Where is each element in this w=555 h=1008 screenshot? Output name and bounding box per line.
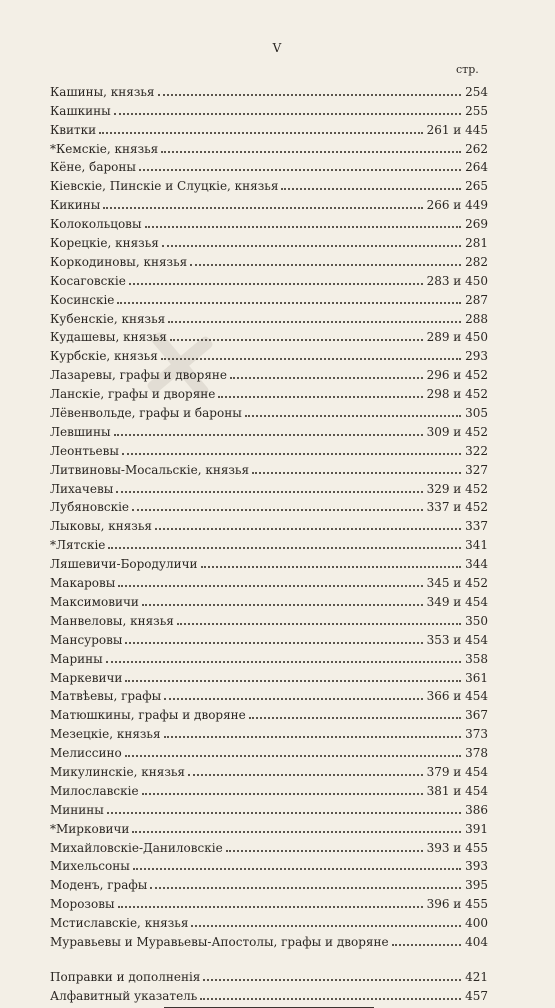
entry-title: Лыковы, князья (50, 519, 152, 534)
entry-pages: 421 (465, 969, 488, 984)
dot-leader (133, 868, 461, 870)
toc-entry (50, 552, 488, 571)
entry-title: Манвеловы, князья (50, 613, 174, 628)
entry-title: Марины (50, 651, 103, 666)
entry-title: Косинскіе (50, 292, 115, 307)
entry-pages: 287 (465, 292, 488, 307)
dot-leader (164, 736, 462, 738)
section-gap (50, 949, 488, 965)
dot-leader (168, 321, 461, 323)
entry-title: Кубенскіе, князья (50, 311, 166, 326)
dot-leader (201, 566, 462, 568)
toc-entry (50, 892, 488, 911)
toc-entry (50, 647, 488, 666)
entry-title: Левшины (50, 424, 111, 439)
dot-leader (170, 339, 423, 341)
toc-entry (50, 741, 488, 760)
entry-title: Лихачевы (50, 481, 114, 496)
toc-entry (50, 628, 488, 647)
toc-entry (50, 984, 488, 1003)
toc-entry (50, 344, 488, 363)
entry-pages: 353 и 454 (426, 632, 488, 647)
dot-leader (150, 887, 461, 889)
entry-title: Лёвенвольде, графы и бароны (50, 406, 242, 421)
entry-pages: 327 (465, 462, 488, 477)
entry-title: Курбскіе, князья (50, 349, 158, 364)
entry-title: Милославскіе (50, 783, 139, 798)
entry-pages: 393 (465, 859, 488, 874)
table-of-contents (50, 80, 488, 1008)
toc-entry (50, 212, 488, 231)
dot-leader (218, 396, 422, 398)
dot-leader (190, 264, 461, 266)
toc-entry (50, 250, 488, 269)
toc-entry (50, 231, 488, 250)
entry-title: Мезецкіе, князья (50, 727, 161, 742)
dot-leader (161, 151, 461, 153)
entry-title: Микулинскіе, князья (50, 764, 185, 779)
toc-entry (50, 703, 488, 722)
entry-title: Муравьевы и Муравьевы-Апостолы, графы и дворяне (50, 934, 389, 949)
dot-leader (116, 491, 422, 493)
entry-title: Ляшевичи-Бородуличи (50, 557, 198, 572)
entry-title: Лазаревы, графы и дворяне (50, 368, 227, 383)
entry-title: *Мирковичи (50, 821, 130, 836)
entry-title: Алфавитный указатель (50, 988, 198, 1003)
dot-leader (107, 812, 461, 814)
toc-entry (50, 855, 488, 874)
entry-title: Квитки (50, 122, 97, 137)
entry-title: Моденъ, графы (50, 878, 148, 893)
entry-pages: 269 (465, 217, 488, 232)
entry-pages: 344 (465, 557, 488, 572)
dot-leader (226, 850, 423, 852)
toc-entry (50, 269, 488, 288)
dot-leader (142, 604, 423, 606)
toc-entry (50, 817, 488, 836)
toc-entry (50, 193, 488, 212)
toc-entry (50, 99, 488, 118)
entry-pages: 289 и 450 (426, 330, 488, 345)
entry-title: Колокольцовы (50, 217, 142, 232)
dot-leader (132, 509, 423, 511)
entry-pages: 254 (465, 84, 488, 99)
entry-pages: 261 и 445 (426, 122, 488, 137)
toc-entry (50, 118, 488, 137)
entry-title: Кикины (50, 198, 101, 213)
entry-pages: 309 и 452 (426, 424, 488, 439)
toc-entry (50, 533, 488, 552)
entry-title: *Кемскіе, князья (50, 141, 159, 156)
dot-leader (118, 585, 422, 587)
toc-entry (50, 965, 488, 984)
entry-pages: 404 (465, 934, 488, 949)
dot-leader (125, 642, 422, 644)
toc-entry (50, 798, 488, 817)
entry-pages: 266 и 449 (426, 198, 488, 213)
entry-title: Ланскіе, графы и дворяне (50, 387, 216, 402)
entry-pages: 262 (465, 141, 488, 156)
dot-leader (200, 998, 461, 1000)
toc-entry (50, 571, 488, 590)
entry-pages: 337 (465, 519, 488, 534)
toc-entry (50, 836, 488, 855)
entry-pages: 341 (465, 538, 488, 553)
dot-leader (252, 472, 461, 474)
entry-title: Коркодиновы, князья (50, 254, 188, 269)
entry-pages: 395 (465, 878, 488, 893)
entry-pages: 386 (465, 802, 488, 817)
toc-entry (50, 401, 488, 420)
toc-entry (50, 873, 488, 892)
dot-leader (129, 283, 423, 285)
dot-leader (281, 188, 461, 190)
entry-pages: 345 и 452 (426, 576, 488, 591)
toc-entry (50, 685, 488, 704)
dot-leader (245, 415, 461, 417)
toc-entry (50, 439, 488, 458)
entry-title: Максимовичи (50, 594, 139, 609)
toc-entry (50, 420, 488, 439)
toc-appendix (50, 965, 488, 1003)
entry-pages: 322 (465, 443, 488, 458)
entry-pages: 305 (465, 406, 488, 421)
dot-leader (162, 245, 461, 247)
entry-pages: 293 (465, 349, 488, 364)
entry-title: Макаровы (50, 576, 116, 591)
entry-pages: 265 (465, 179, 488, 194)
toc-entry (50, 326, 488, 345)
entry-title: Кудашевы, князья (50, 330, 167, 345)
entry-title: Михельсоны (50, 859, 130, 874)
entry-pages: 288 (465, 311, 488, 326)
toc-entry (50, 80, 488, 99)
toc-entry (50, 760, 488, 779)
entry-pages: 281 (465, 236, 488, 251)
entry-pages: 298 и 452 (426, 387, 488, 402)
entry-pages: 361 (465, 670, 488, 685)
entry-pages: 329 и 452 (426, 481, 488, 496)
entry-pages: 457 (465, 988, 488, 1003)
entry-pages: 337 и 452 (426, 500, 488, 515)
dot-leader (103, 207, 422, 209)
toc-entry (50, 307, 488, 326)
dot-leader (106, 661, 461, 663)
toc-entry (50, 666, 488, 685)
entry-title: Михайловскіе-Даниловскіе (50, 840, 223, 855)
dot-leader (203, 979, 461, 981)
entry-pages: 350 (465, 613, 488, 628)
entry-title: Кашкины (50, 103, 111, 118)
entry-pages: 378 (465, 746, 488, 761)
entry-title: Мстиславскіе, князья (50, 916, 189, 931)
toc-entry (50, 722, 488, 741)
entry-title: Минины (50, 802, 104, 817)
entry-title: Кашины, князья (50, 84, 155, 99)
toc-entry (50, 382, 488, 401)
entry-pages: 367 (465, 708, 488, 723)
page-number: V (272, 41, 283, 55)
dot-leader (108, 547, 461, 549)
dot-leader (117, 302, 461, 304)
entry-title: Леонтьевы (50, 443, 119, 458)
entry-pages: 283 и 450 (426, 273, 488, 288)
toc-entry (50, 288, 488, 307)
dot-leader (161, 358, 461, 360)
entry-title: *Лятскіе (50, 538, 106, 553)
entry-title: Корецкіе, князья (50, 236, 159, 251)
entry-title: Лубяновскіе (50, 500, 130, 515)
toc-entry (50, 137, 488, 156)
entry-title: Мансуровы (50, 632, 123, 647)
dot-leader (188, 774, 423, 776)
dot-leader (249, 717, 461, 719)
dot-leader (118, 906, 423, 908)
entry-pages: 282 (465, 254, 488, 269)
entry-pages: 264 (465, 160, 488, 175)
entry-title: Мелиссино (50, 746, 122, 761)
dot-leader (230, 377, 423, 379)
toc-entry (50, 363, 488, 382)
toc-entry (50, 174, 488, 193)
page-column-label: стр. (456, 63, 479, 76)
toc-entries (50, 80, 488, 949)
dot-leader (125, 755, 461, 757)
entry-pages: 358 (465, 651, 488, 666)
entry-title: Маркевичи (50, 670, 123, 685)
entry-title: Литвиновы-Мосальскіе, князья (50, 462, 250, 477)
entry-pages: 366 и 454 (426, 689, 488, 704)
entry-title: Морозовы (50, 897, 115, 912)
toc-entry (50, 514, 488, 533)
entry-title: Матвѣевы, графы (50, 689, 162, 704)
dot-leader (158, 94, 462, 96)
entry-pages: 296 и 452 (426, 368, 488, 383)
toc-entry (50, 911, 488, 930)
dot-leader (392, 944, 462, 946)
entry-pages: 255 (465, 103, 488, 118)
entry-pages: 400 (465, 916, 488, 931)
dot-leader (99, 132, 422, 134)
toc-entry (50, 477, 488, 496)
entry-title: Косаговскіе (50, 273, 126, 288)
dot-leader (142, 793, 423, 795)
toc-entry (50, 609, 488, 628)
dot-leader (155, 528, 461, 530)
dot-leader (177, 623, 461, 625)
entry-title: Поправки и дополненія (50, 969, 201, 984)
toc-entry (50, 930, 488, 949)
dot-leader (145, 226, 462, 228)
toc-entry (50, 458, 488, 477)
toc-entry (50, 590, 488, 609)
toc-entry (50, 779, 488, 798)
entry-title: Матюшкины, графы и дворяне (50, 708, 246, 723)
dot-leader (125, 680, 461, 682)
entry-pages: 393 и 455 (426, 840, 488, 855)
dot-leader (114, 434, 423, 436)
dot-leader (132, 831, 461, 833)
toc-entry (50, 156, 488, 175)
dot-leader (164, 698, 422, 700)
entry-title: Кёне, бароны (50, 160, 136, 175)
entry-pages: 391 (465, 821, 488, 836)
dot-leader (114, 113, 461, 115)
entry-pages: 373 (465, 727, 488, 742)
dot-leader (139, 169, 461, 171)
dot-leader (122, 453, 461, 455)
dot-leader (191, 925, 461, 927)
entry-title: Кіевскіе, Пинскіе и Слуцкіе, князья (50, 179, 279, 194)
entry-pages: 349 и 454 (426, 594, 488, 609)
entry-pages: 381 и 454 (426, 783, 488, 798)
entry-pages: 396 и 455 (426, 897, 488, 912)
toc-entry (50, 496, 488, 515)
entry-pages: 379 и 454 (426, 764, 488, 779)
